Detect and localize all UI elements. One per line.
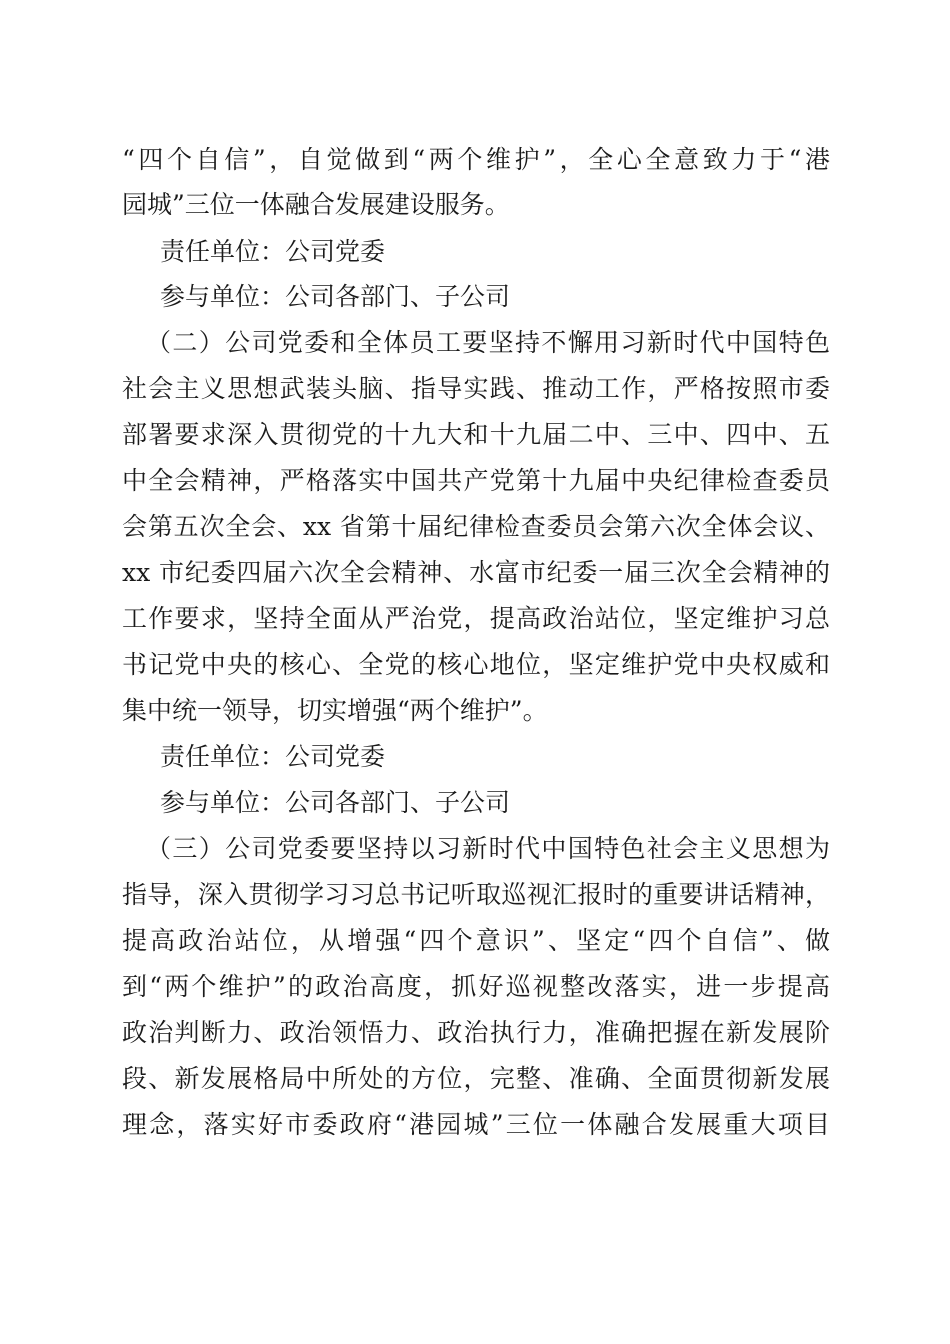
paragraph-3-line-2: 指导，深入贯彻学习习总书记听取巡视汇报时的重要讲话精神，: [122, 880, 830, 909]
paragraph-2-line-8: 书记党中央的核心、全党的核心地位，坚定维护党中央权威和: [122, 650, 830, 679]
participating-unit-1: 参与单位：公司各部门、子公司: [160, 282, 511, 311]
paragraph-3-line-7: 理念，落实好市委政府“港园城”三位一体融合发展重大项目: [122, 1110, 830, 1139]
paragraph-3-line-1: （三）公司党委要坚持以习新时代中国特色社会主义思想为: [146, 834, 830, 863]
paragraph-1-line-1: “四个自信”，自觉做到“两个维护”，全心全意致力于“港: [122, 145, 830, 174]
paragraph-2-line-6: xx 市纪委四届六次全会精神、水富市纪委一届三次全会精神的: [122, 558, 830, 587]
paragraph-3-line-4: 到“两个维护”的政治高度，抓好巡视整改落实，进一步提高: [122, 972, 830, 1001]
paragraph-2-line-5: 会第五次全会、xx 省第十届纪律检查委员会第六次全体会议、: [122, 512, 830, 541]
paragraph-3-line-3: 提高政治站位，从增强“四个意识”、坚定“四个自信”、做: [122, 926, 830, 955]
paragraph-1-line-2: 园城”三位一体融合发展建设服务。: [122, 190, 510, 219]
paragraph-3-line-5: 政治判断力、政治领悟力、政治执行力，准确把握在新发展阶: [122, 1018, 830, 1047]
responsible-unit-2: 责任单位：公司党委: [160, 742, 386, 771]
paragraph-2-line-3: 部署要求深入贯彻党的十九大和十九届二中、三中、四中、五: [122, 420, 830, 449]
paragraph-3-line-6: 段、新发展格局中所处的方位，完整、准确、全面贯彻新发展: [122, 1064, 830, 1093]
paragraph-2-line-7: 工作要求，坚持全面从严治党，提高政治站位，坚定维护习总: [122, 604, 830, 633]
paragraph-2-line-1: （二）公司党委和全体员工要坚持不懈用习新时代中国特色: [146, 328, 830, 357]
paragraph-2-line-2: 社会主义思想武装头脑、指导实践、推动工作，严格按照市委: [122, 374, 830, 403]
paragraph-2-line-9: 集中统一领导，切实增强“两个维护”。: [122, 696, 548, 725]
participating-unit-2: 参与单位：公司各部门、子公司: [160, 788, 511, 817]
responsible-unit-1: 责任单位：公司党委: [160, 237, 386, 266]
paragraph-2-line-4: 中全会精神，严格落实中国共产党第十九届中央纪律检查委员: [122, 466, 830, 495]
